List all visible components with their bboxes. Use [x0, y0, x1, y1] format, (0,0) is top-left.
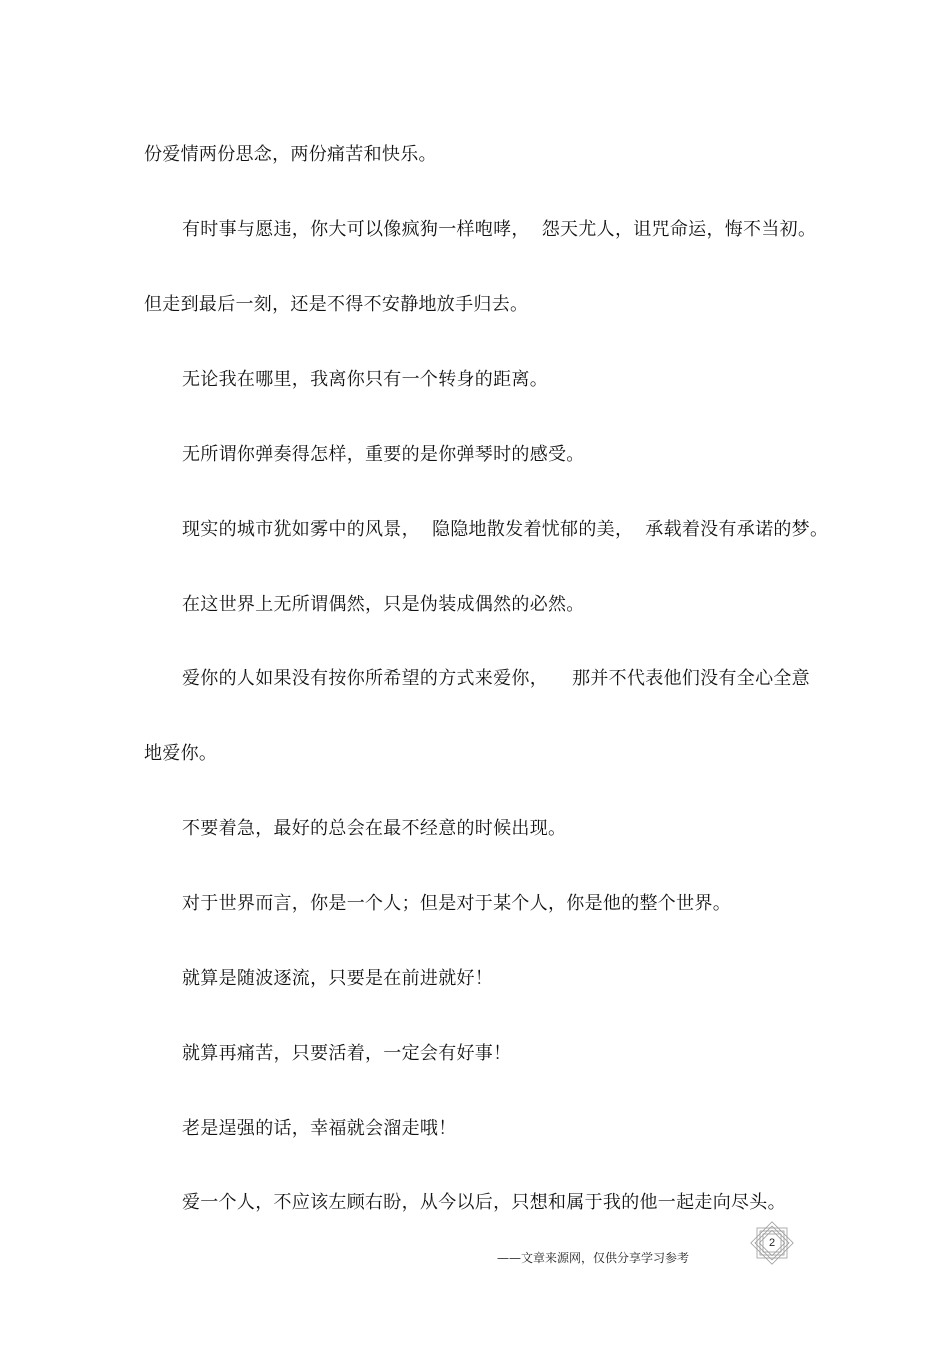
page-number-badge: [748, 1221, 796, 1265]
text-line: 不要着急，最好的总会在最不经意的时候出现。: [182, 818, 567, 839]
text-line: 老是逞强的话，幸福就会溜走哦！: [182, 1118, 457, 1139]
text-line: 份爱情两份思念，两份痛苦和快乐。: [144, 144, 437, 165]
text-line: 在这世界上无所谓偶然，只是伪装成偶然的必然。: [182, 594, 585, 615]
text-line: 对于世界而言，你是一个人；但是对于某个人，你是他的整个世界。: [182, 893, 731, 914]
text-line: 现实的城市犹如雾中的风景， 隐隐地散发着忧郁的美， 承载着没有承诺的梦。: [182, 519, 829, 540]
text-line: 爱一个人，不应该左顾右盼，从今以后，只想和属于我的他一起走向尽头。: [182, 1192, 786, 1213]
text-line: 无论我在哪里，我离你只有一个转身的距离。: [182, 369, 548, 390]
text-line: 就算是随波逐流，只要是在前进就好！: [182, 968, 494, 989]
page-number: 2: [768, 1237, 776, 1249]
text-line: 就算再痛苦，只要活着，一定会有好事！: [182, 1043, 512, 1064]
text-line: 无所谓你弹奏得怎样，重要的是你弹琴时的感受。: [182, 444, 585, 465]
footer-source-text: ——文章来源网，仅供分享学习参考: [497, 1251, 690, 1265]
text-line: 地爱你。: [144, 743, 218, 764]
text-line: 但走到最后一刻，还是不得不安静地放手归去。: [144, 294, 529, 315]
text-line: 有时事与愿违，你大可以像疯狗一样咆哮， 怨天尤人，诅咒命运，悔不当初。: [182, 219, 817, 240]
text-line: 爱你的人如果没有按你所希望的方式来爱你， 那并不代表他们没有全心全意: [182, 668, 810, 689]
